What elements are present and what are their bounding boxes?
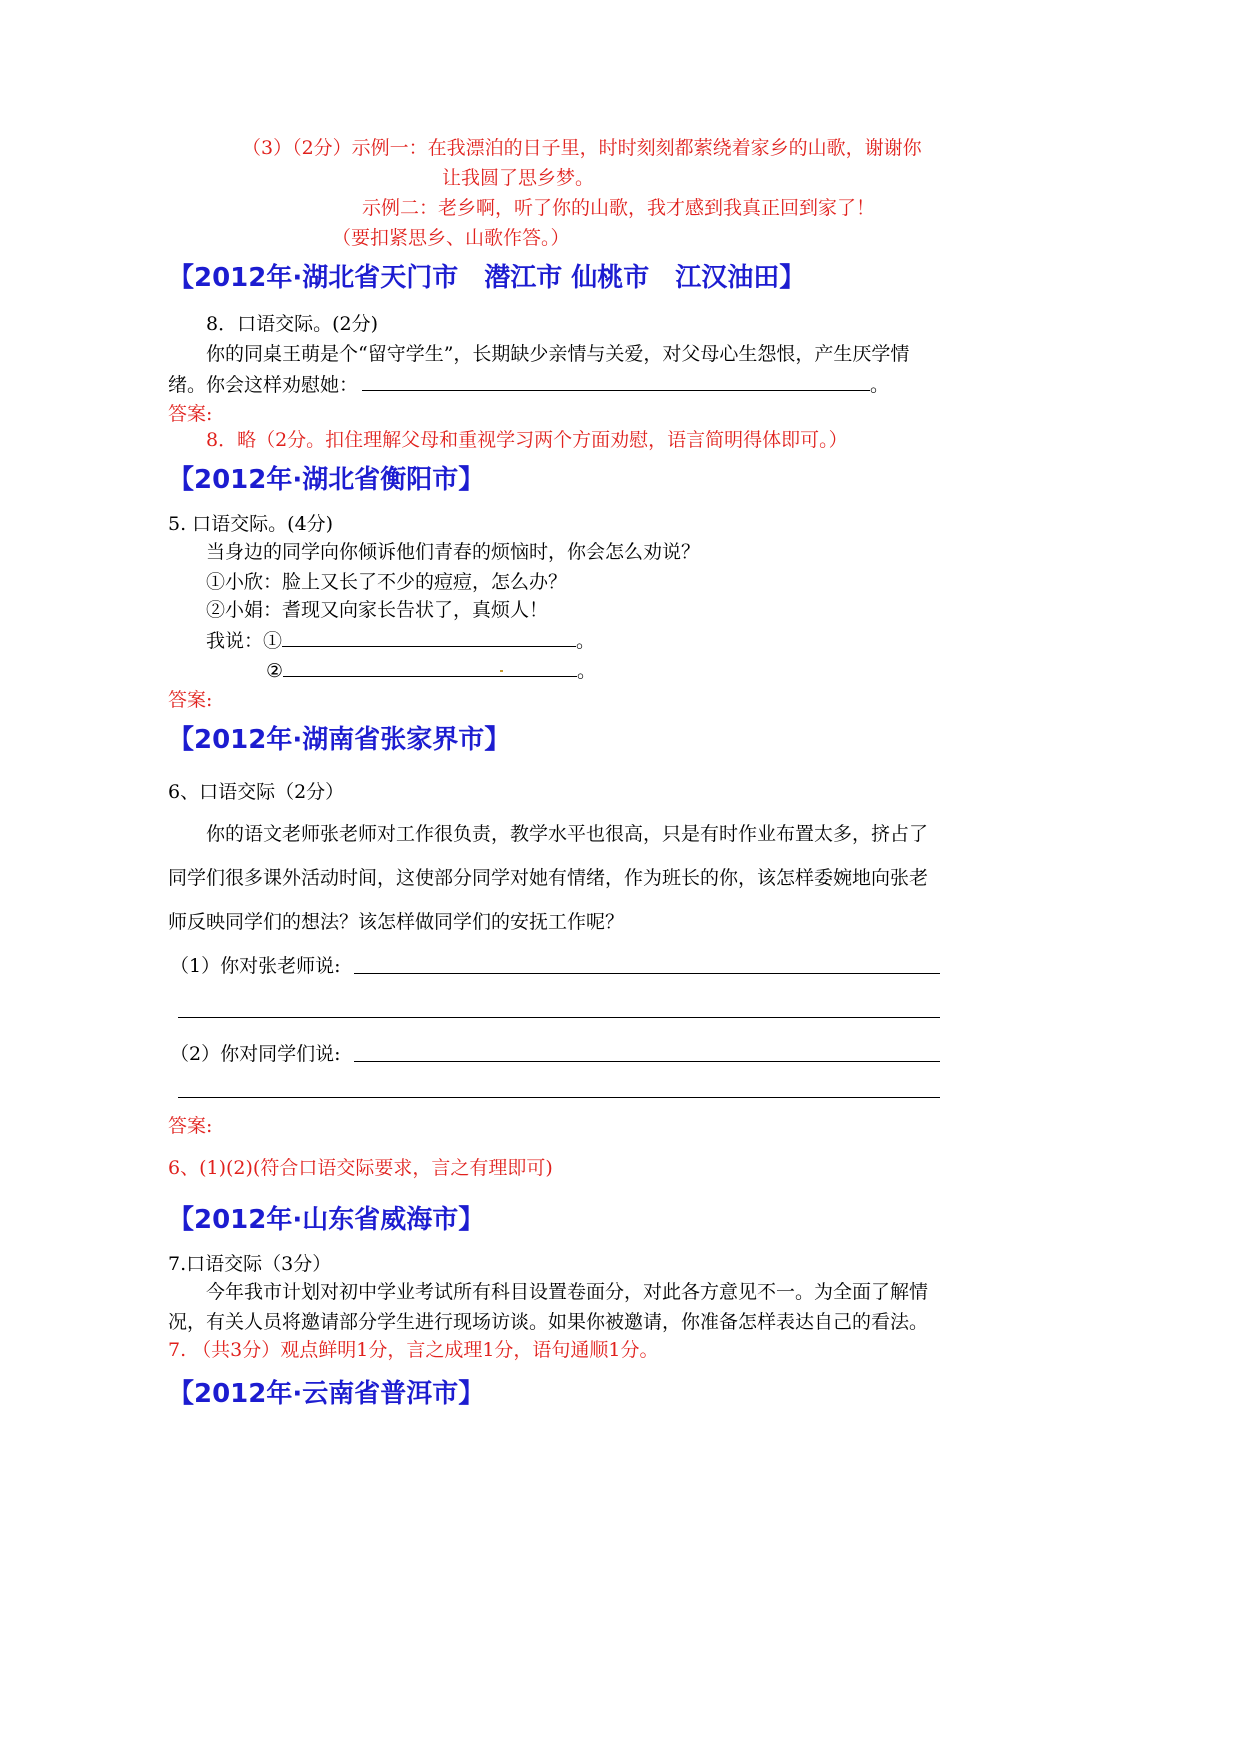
answer-label-8: 答案: (168, 403, 213, 425)
question-8-line-2 (168, 372, 889, 397)
section-heading-zhangjiajie: 【2012年·湖南省张家界市】 (168, 725, 511, 755)
question-7-line-2: 况，有关人员将邀请部分学生进行现场访谈。如果你被邀请，你准备怎样表达自己的看法。 (168, 1311, 929, 1333)
say-period-1: 。 (576, 630, 596, 652)
question-6-line-2: 同学们很多课外活动时间，这使部分同学对她有情绪，作为班长的你，该怎样委婉地向张老 (168, 867, 929, 889)
prev-answer-line-4: （要扣紧思乡、山歌作答。） (332, 227, 570, 249)
answer-label-5: 答案: (168, 689, 213, 711)
question-5-line-3: ②小娟：耆现又向家长告状了，真烦人！ (206, 599, 549, 621)
answer-blank-5-2[interactable] (283, 658, 577, 677)
section-heading-weihai: 【2012年·山东省威海市】 (168, 1205, 485, 1235)
answer-text-7: 7. （共3分）观点鲜明1分，言之成理1分，语句通顺1分。 (168, 1339, 659, 1361)
question-8-line-1: 你的同桌王萌是个“留守学生”，长期缺少亲情与关爱，对父母心生怨恨，产生厌学情 (206, 343, 910, 365)
answer-line-6-1b[interactable] (178, 1017, 940, 1018)
question-6-sub-2: （2）你对同学们说: (170, 1043, 341, 1065)
question-8-prompt: 绪。你会这样劝慰她： (168, 374, 359, 396)
question-5-title: 5. 口语交际。(4分) (168, 513, 334, 535)
question-5-say-2 (266, 658, 596, 683)
answer-text-8: 8．略（2分。扣住理解父母和重视学习两个方面劝慰，语言简明得体即可。） (206, 429, 848, 451)
section-heading-puer: 【2012年·云南省普洱市】 (168, 1379, 485, 1409)
answer-label-6: 答案: (168, 1115, 213, 1137)
question-6-line-1: 你的语文老师张老师对工作很负责，教学水平也很高，只是有时作业布置太多，挤占了 (206, 823, 929, 845)
say-period-2: 。 (577, 660, 597, 682)
section-heading-tianmen: 【2012年·湖北省天门市 潜江市 仙桃市 江汉油田】 (168, 263, 806, 293)
prev-answer-line-1: （3）（2分）示例一：在我漂泊的日子里，时时刻刻都萦绕着家乡的山歌，谢谢你 (242, 137, 922, 159)
question-5-line-1: 当身边的同学向你倾诉他们青春的烦恼时，你会怎么劝说？ (206, 541, 701, 563)
answer-text-6: 6、(1)(2)(符合口语交际要求，言之有理即可) (168, 1157, 553, 1179)
speck-mark (500, 670, 503, 672)
prev-answer-line-3: 示例二：老乡啊，听了你的山歌，我才感到我真正回到家了！ (362, 197, 876, 219)
prev-answer-line-2: 让我圆了思乡梦。 (442, 167, 595, 189)
question-6-line-3: 师反映同学们的想法？该怎样做同学们的安抚工作呢？ (168, 911, 625, 933)
question-8-title: 8．口语交际。(2分) (206, 313, 379, 335)
question-6-sub-1: （1）你对张老师说: (170, 955, 341, 977)
say-label: 我说：① (206, 630, 283, 652)
question-7-line-1: 今年我市计划对初中学业考试所有科目设置卷面分，对此各方意见不一。为全面了解情 (206, 1281, 929, 1303)
answer-line-6-2a[interactable] (354, 1061, 940, 1062)
question-8-period: 。 (870, 374, 890, 396)
question-5-line-2: ①小欣：脸上又长了不少的痘痘，怎么办？ (206, 571, 568, 593)
answer-blank-8[interactable] (362, 372, 870, 391)
question-5-say-1 (206, 628, 595, 653)
answer-line-6-1a[interactable] (354, 973, 940, 974)
question-7-title: 7.口语交际（3分） (168, 1253, 332, 1275)
answer-blank-5-1[interactable] (282, 628, 576, 647)
section-heading-hengyang: 【2012年·湖北省衡阳市】 (168, 465, 485, 495)
question-6-title: 6、口语交际（2分） (168, 781, 345, 803)
answer-line-6-2b[interactable] (178, 1097, 940, 1098)
say-num-2: ② (266, 660, 284, 682)
